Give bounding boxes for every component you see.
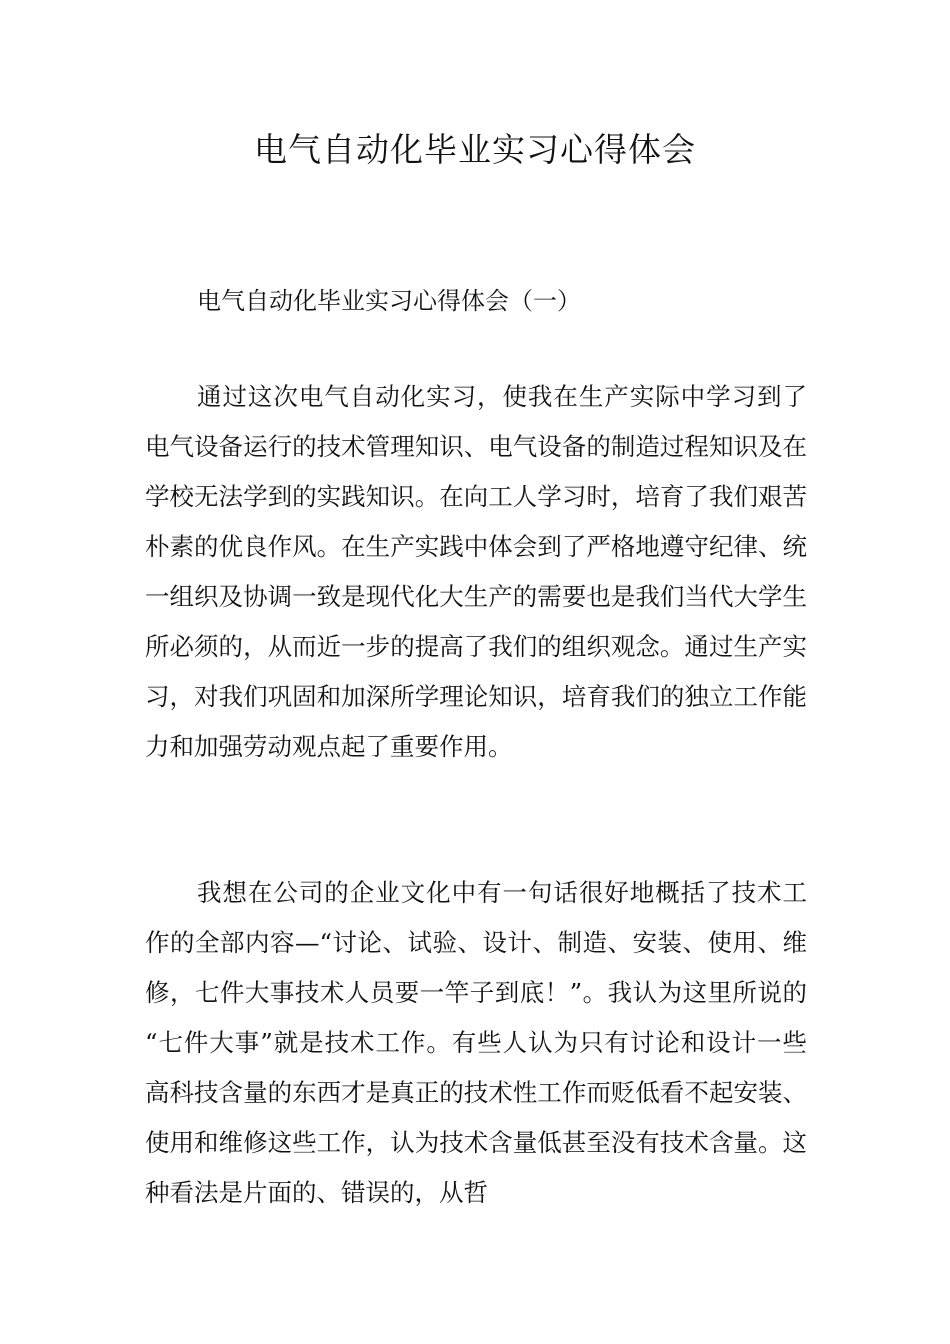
body-paragraph-2: 我想在公司的企业文化中有一句话很好地概括了技术工作的全部内容—“讨论、试验、设计、制造、安装、使用、维修，七件大事技术人员要一竿子到底！”。我认为这里所说的“七件大事”就是技术工作。有些人认为只有讨论和设计一些高科技含量的东西才是真正的技术性工作而贬低看不起安装、使用和维修这些工作，认为技术含量低甚至没有技术含量。这种看法是片面的、错误的，从哲	[145, 878, 807, 1207]
document-title: 电气自动化毕业实习心得体会	[254, 130, 696, 169]
section-heading: 电气自动化毕业实习心得体会（一）	[197, 287, 581, 315]
body-paragraph-1: 通过这次电气自动化实习，使我在生产实际中学习到了电气设备运行的技术管理知识、电气设备的制造过程知识及在学校无法学到的实践知识。在向工人学习时，培育了我们艰苦朴素的优良作风。在生产实践中体会到了严格地遵守纪律、统一组织及协调一致是现代化大生产的需要也是我们当代大学生所必须的，从而近一步的提高了我们的组织观念。通过生产实习，对我们巩固和加深所学理论知识，培育我们的独立工作能力和加强劳动观点起了重要作用。	[145, 382, 807, 761]
